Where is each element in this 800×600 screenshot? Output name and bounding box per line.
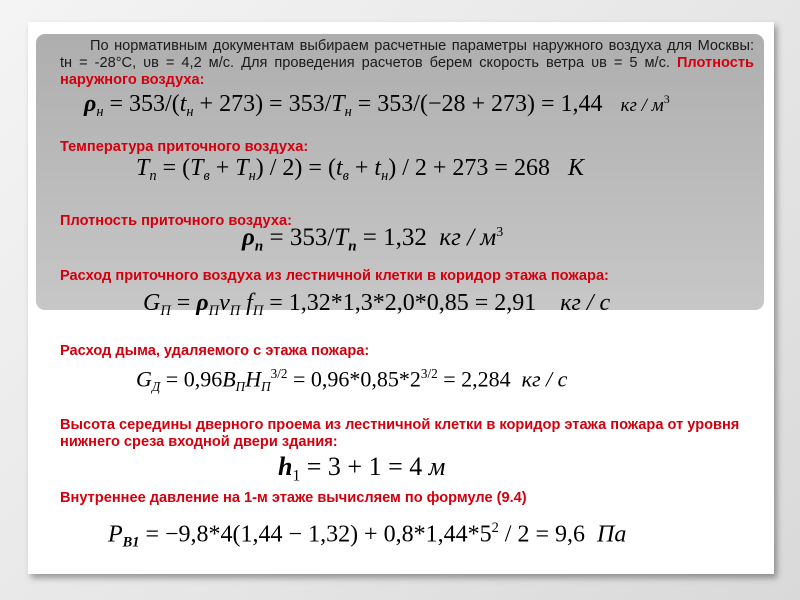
- heading-t-supply: Температура приточного воздуха:: [60, 139, 309, 155]
- formula-h1: $h_1 = 3 + 1 = 4$ м: [278, 452, 446, 485]
- heading-p-inner: Внутреннее давление на 1-м этаже вычисляем по формуле (9.4): [60, 490, 527, 506]
- intro-highlight: Плотность наружного воздуха:: [60, 55, 754, 88]
- heading-g-smoke: Расход дыма, удаляемого с этажа пожара:: [60, 343, 370, 359]
- formula-rho-supply: $\rho_п = 353/T_п = 1,32$ кг / $м^3$: [242, 224, 504, 255]
- formula-t-supply: $T_п = (T_в + T_н) / 2) = (t_в + t_н) / 2 + 273 = 268$ K: [136, 155, 584, 185]
- formula-g-supply: $G_П = \rho_Пv_П$ $f_П = 1,32*1,3*2,0*0,85 = 2,91$ кг / с: [143, 290, 611, 320]
- formula-g-smoke: $G_Д = 0,96B_ПH_П^{3/2} = 0,96*0,85*2^{3/2} = 2,284$ кг / с: [136, 366, 568, 395]
- formula-rho-outer: $\rho_н = 353/(t_н + 273) = 353/T_н = 353/(-28 + 273) = 1,44$ кг / $м^3$: [84, 91, 670, 121]
- heading-rho-supply: Плотность приточного воздуха:: [60, 213, 292, 229]
- slide: [28, 22, 774, 574]
- intro-paragraph: [60, 38, 754, 89]
- heading-h1: Высота середины дверного проема из лестничной клетки в коридор этажа пожара от уровня нижнего среза входной двери здания:: [60, 417, 740, 450]
- intro-text: По нормативным документам выбираем расчетные параметры наружного воздуха для Москвы: tн = -28°С, υв = 4,2 м/с. Для проведения расчетов берем скорость ветра υв = 5 м/с.: [60, 38, 754, 71]
- heading-g-supply: Расход приточного воздуха из лестничной клетки в коридор этажа пожара:: [60, 268, 609, 284]
- formula-p-inner: $P_{B1} = -9,8*4(1,44 - 1,32) + 0,8*1,44*5^2 / 2 = 9,6$ Па: [108, 520, 627, 551]
